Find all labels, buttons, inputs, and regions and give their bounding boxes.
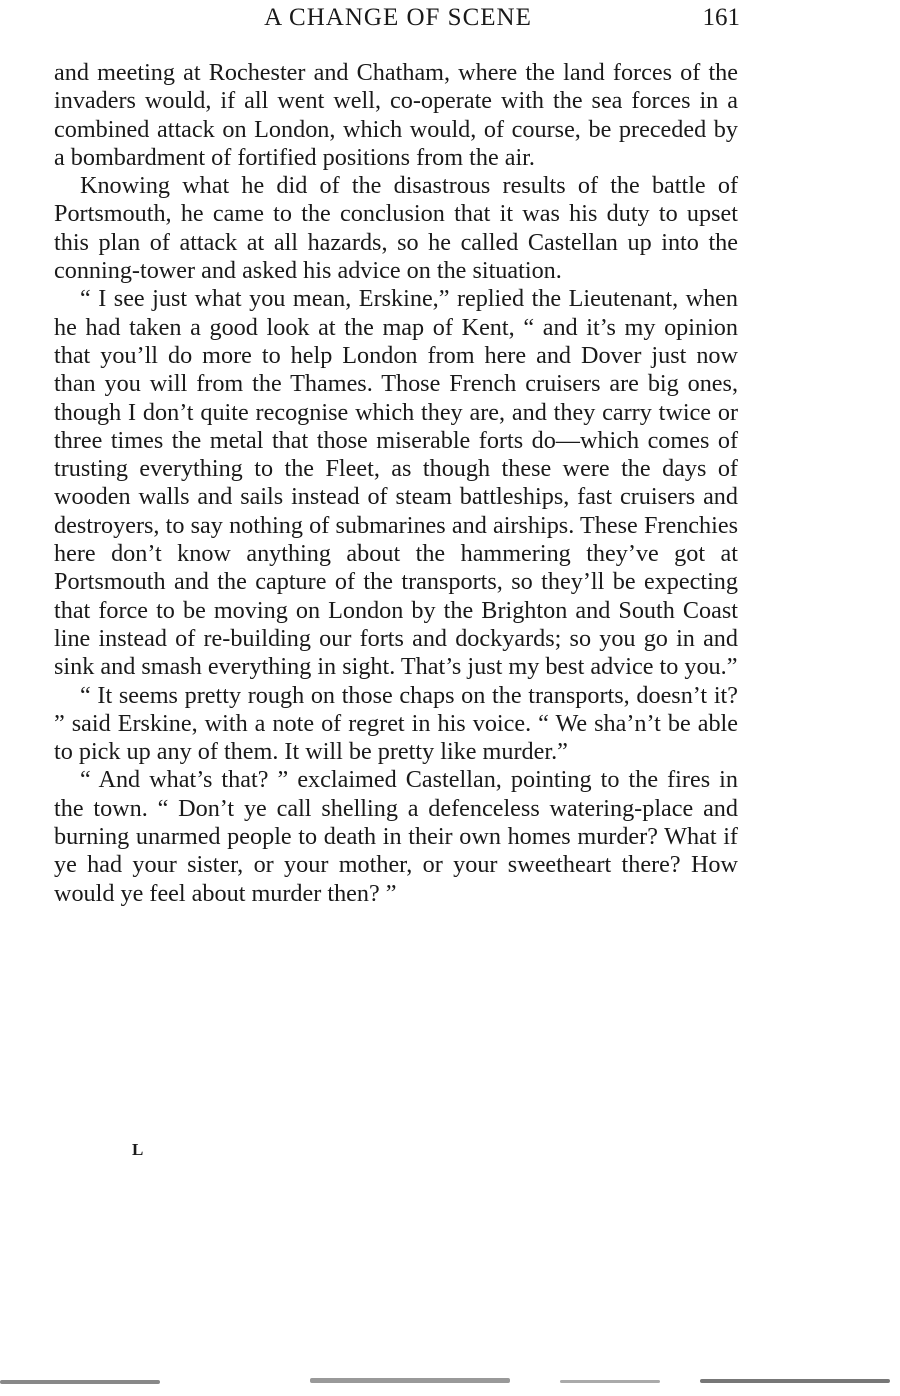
scan-smudge	[0, 1380, 160, 1384]
paragraph: Knowing what he did of the disastrous results of the battle of Portsmouth, he came to the conclusion that it was his duty to upset this plan of attack at all hazards, so he called Castellan up into the conning-tower and asked his advice on the situation.	[54, 172, 738, 285]
scan-smudge	[310, 1378, 510, 1383]
scan-smudge	[700, 1379, 890, 1383]
running-title: A CHANGE OF SCENE	[264, 4, 532, 31]
paragraph: and meeting at Rochester and Chatham, where the land forces of the invaders would, if all went well, co-operate with the sea forces in a combined attack on London, which would, of course, be preceded by a bombardment of fortified positions from the air.	[54, 59, 738, 171]
paragraph: “ It seems pretty rough on those chaps on the transports, doesn’t it? ” said Erskine, with a note of regret in his voice. “ We sha’n’t be able to pick up any of them. It will be pretty like murder.”	[54, 681, 738, 766]
scan-smudge	[560, 1380, 660, 1383]
signature-mark: L	[132, 1140, 144, 1159]
page-number: 161	[702, 4, 740, 31]
paragraph: “ I see just what you mean, Erskine,” replied the Lieutenant, when he had taken a good look at the map of Kent, “ and it’s my opinion that you’ll do more to help London from here and Dover just now than you will from the Thames. Those French cruisers are big ones, though I don’t quite recognise which they are, and they carry twice or three times the metal that those miserable forts do—which comes of trusting everything to the Fleet, as though these were the days of wooden walls and sails instead of steam battleships, fast cruisers and destroyers, to say nothing of submarines and airships. These Frenchies here don’t know anything about the hammering they’ve got at Portsmouth and the capture of the transports, so they’ll be expecting that force to be moving on London by the Brighton and South Coast line instead of re-building our forts and dockyards; so you go in and sink and smash everything in sight. That’s just my best advice to you.”	[54, 285, 738, 681]
page-header	[56, 4, 740, 36]
body-text	[54, 59, 738, 908]
paragraph: “ And what’s that? ” exclaimed Castellan, pointing to the fires in the town. “ Don’t ye call shelling a defenceless watering-place and burning unarmed people to death in their own homes murder? What if ye had your sister, or your mother, or your sweetheart there? How would ye feel about murder then? ”	[54, 766, 738, 907]
scan-edge-artifact	[0, 1372, 900, 1392]
